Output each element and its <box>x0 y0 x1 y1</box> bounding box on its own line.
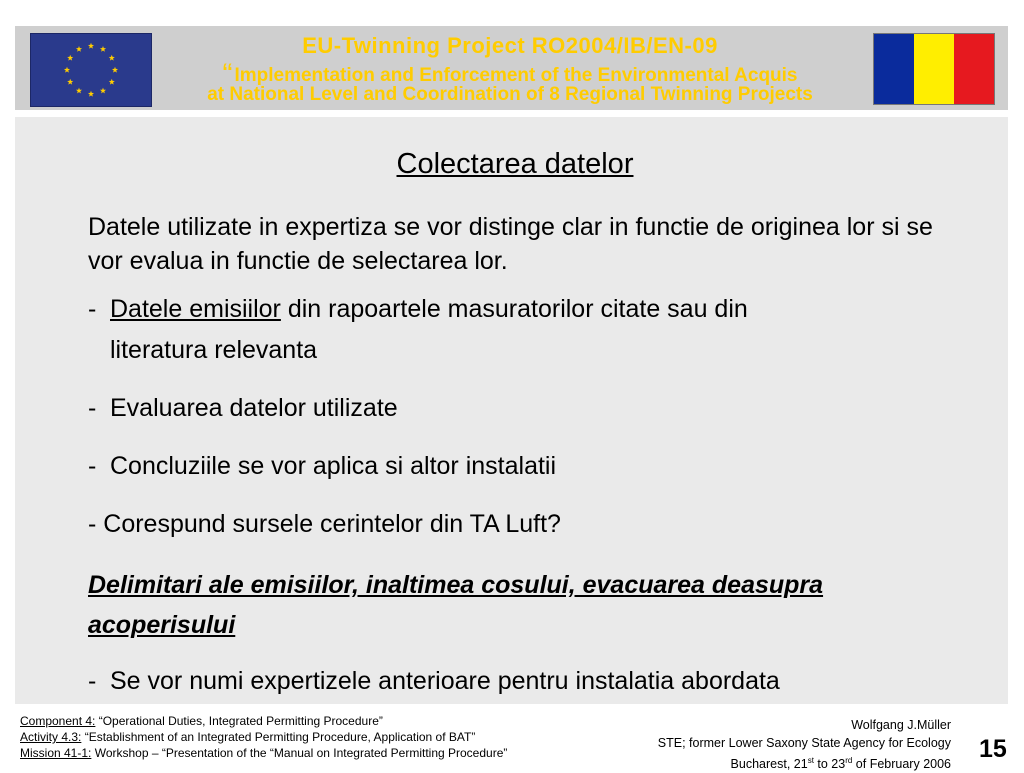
eu-star-icon <box>112 67 118 73</box>
project-subtitle-text1: Implementation and Enforcement of the Environmental Acquis <box>234 65 798 86</box>
eu-star-icon <box>67 79 73 85</box>
eu-star-icon <box>76 88 82 94</box>
eu-star-icon <box>109 79 115 85</box>
component-label: Component 4: <box>20 714 96 728</box>
eu-star-icon <box>109 55 115 61</box>
bullet-1-text: din rapoartele masuratorilor citate sau din <box>280 295 748 323</box>
bullet-5 <box>88 664 780 698</box>
footer-activity <box>20 729 507 745</box>
project-subtitle-line2: at National Level and Coordination of 8 Regional Twinning Projects <box>207 84 813 105</box>
bullet-dash: - <box>88 452 97 480</box>
date-mid: to 23 <box>813 757 846 772</box>
activity-label: Activity 4.3: <box>20 730 82 744</box>
date-suffix: of February 2006 <box>852 757 951 772</box>
eu-star-icon <box>88 43 94 49</box>
footer-agency: STE; former Lower Saxony State Agency for Ecology <box>657 736 951 750</box>
eu-star-icon <box>100 46 106 52</box>
eu-stars-icon <box>31 34 151 106</box>
mission-text: Workshop – “Presentation of the “Manual on Integrated Permitting Procedure” <box>91 746 508 760</box>
eu-flag-icon <box>30 33 152 107</box>
footer-author: Wolfgang J.Müller <box>851 718 951 732</box>
emphasis-text: Delimitari ale emisiilor, inaltimea cosului, evacuarea deasupra acoperisului <box>88 571 824 639</box>
page-number: 15 <box>979 735 1007 763</box>
bullet-2 <box>88 391 398 425</box>
bullet-3 <box>88 449 556 483</box>
bullet-dash: - <box>88 295 97 323</box>
date-sup-st: st <box>807 756 814 765</box>
bullet-5-text: Se vor numi expertizele anterioare pentru instalatia abordata <box>110 667 780 695</box>
project-title: EU-Twinning Project RO2004/IB/EN-09 <box>302 33 718 58</box>
mission-label: Mission 41-1: <box>20 746 92 760</box>
eu-star-icon <box>64 67 70 73</box>
romania-flag-blue <box>874 34 914 104</box>
bullet-3-text: Concluziile se vor aplica si altor instalatii <box>110 452 557 480</box>
slide-title: Colectarea datelor <box>396 148 634 180</box>
eu-star-icon <box>67 55 73 61</box>
bullet-1 <box>88 292 748 326</box>
footer-component <box>20 713 507 729</box>
date-prefix: Bucharest, 21 <box>730 757 808 772</box>
footer-right <box>658 716 951 773</box>
romania-flag-yellow <box>914 34 954 104</box>
bullet-4: - Corespund sursele cerintelor din TA Luft? <box>88 510 561 538</box>
bullet-1-continuation: literatura relevanta <box>110 336 318 364</box>
footer-date <box>658 752 951 773</box>
bullet-dash: - <box>88 667 97 695</box>
intro-paragraph: Datele utilizate in expertiza se vor distinge clar in functie de originea lor si se vor evalua in functie de selectarea lor. <box>88 213 933 275</box>
component-text: “Operational Duties, Integrated Permitting Procedure” <box>95 714 383 728</box>
bullet-dash: - <box>88 394 97 422</box>
footer-left <box>20 713 507 761</box>
eu-star-icon <box>88 91 94 97</box>
eu-star-icon <box>100 88 106 94</box>
footer-mission <box>20 745 507 761</box>
romania-flag-red <box>954 34 994 104</box>
romania-flag-icon <box>873 33 995 105</box>
date-sup-rd: rd <box>845 756 853 765</box>
bullet-2-text: Evaluarea datelor utilizate <box>110 394 398 422</box>
bullet-1-underlined: Datele emisiilor <box>110 295 281 323</box>
eu-star-icon <box>76 46 82 52</box>
quote-mark: “ <box>222 58 233 91</box>
activity-text: “Establishment of an Integrated Permitting Procedure, Application of BAT” <box>81 730 476 744</box>
